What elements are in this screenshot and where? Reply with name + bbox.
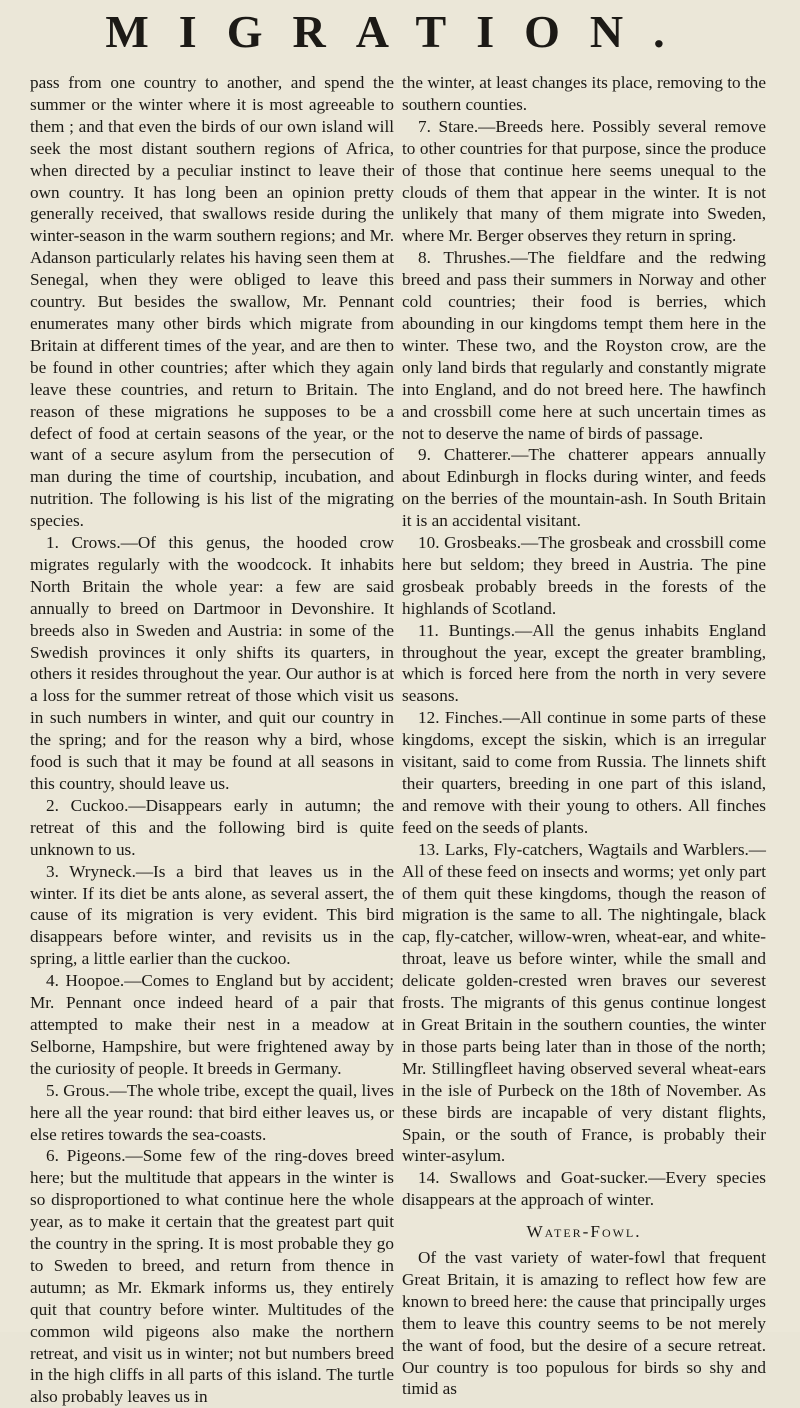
left-paragraph-crows: 1. Crows.—Of this genus, the hooded crow migrates regularly with the woodcock. It inhabits North Britain the whole year: a few are said annually to breed on Dartmoor in Devonshire. It breeds also in Sweden and Austria: in some of the Swedish provinces it only shifts its quarters, in others it resides throughout the year. Our author is at a loss for the summer retreat of those which visit us in such numbers in winter, and quit our country in the spring; and for the reason why a bird, whose food is such that it may be found at all seasons in this country, should leave us. xyxy=(30,533,394,793)
left-paragraph-cuckoo: 2. Cuckoo.—Disappears early in autumn; the retreat of this and the following bird is quite unknown to us. xyxy=(30,795,394,859)
right-paragraph-swallows: 14. Swallows and Goat-sucker.—Every species disappears at the approach of winter. xyxy=(402,1168,766,1210)
left-column xyxy=(30,72,394,1408)
right-paragraph-continued: the winter, at least changes its place, removing to the southern counties. xyxy=(402,73,766,114)
right-paragraph-grosbeaks: 10. Grosbeaks.—The grosbeak and crossbill come here but seldom; they breed in Austria. The pine grosbeak probably breeds in the forests of the highlands of Scotland. xyxy=(402,533,766,618)
left-paragraph-hoopoe: 4. Hoopoe.—Comes to England but by accident; Mr. Pennant once indeed heard of a pair that attempted to make their nest in a meadow at Selborne, Hampshire, but were frightened away by the curiosity of people. It breeds in Germany. xyxy=(30,971,394,1078)
right-paragraph-finches: 12. Finches.—All continue in some parts of these kingdoms, except the siskin, which is an irregular visitant, said to come from Russia. The linnets shift their quarters, breeding in one part of this island, and remove with their young to others. All finches feed on the seeds of plants. xyxy=(402,708,766,837)
right-paragraph-buntings: 11. Buntings.—All the genus inhabits England throughout the year, except the greater brambling, which is forced here from the north in very severe seasons. xyxy=(402,620,766,706)
right-paragraph-larks: 13. Larks, Fly-catchers, Wagtails and Warblers.—All of these feed on insects and worms; yet only part of them quit these kingdoms, though the reason of migration is the same to all. The nightingale, black cap, fly-catcher, willow-wren, wheat-ear, and white-throat, leave us before winter, while the small and delicate golden-crested wren braves our severest frosts. The migrants of this genus continue longest in Great Britain in the southern counties, the winter in those parts being later than in those of the north; Mr. Stillingfleet having observed several wheat-ears in the isle of Purbeck on the 18th of November. As these birds are incapable of very distant flights, Spain, or the south of France, is probably their winter-asylum. xyxy=(402,839,766,1166)
right-paragraph-chatterer: 9. Chatterer.—The chatterer appears annually about Edinburgh in flocks during winter, and feeds on the berries of the mountain-ash. In South Britain it is an accidental visitant. xyxy=(402,445,766,531)
water-fowl-paragraph: Of the vast variety of water-fowl that frequent Great Britain, it is amazing to reflect how few are known to breed here: the cause that principally urges them to leave this country seems to be not merely the want of food, but the desire of a secure retreat. Our country is too populous for birds so shy and timid as xyxy=(402,1248,766,1399)
left-paragraph-wryneck: 3. Wryneck.—Is a bird that leaves us in the winter. If its diet be ants alone, as several assert, the cause of its migration is very evident. This bird disappears before winter, and revisits us in the spring, a little earlier than the cuckoo. xyxy=(30,861,394,969)
right-paragraph-thrushes: 8. Thrushes.—The fieldfare and the redwing breed and pass their summers in Norway and other cold countries; their food is berries, which abounding in our kingdoms tempt them here in the winter. These two, and the Royston crow, are the only land birds that regularly and constantly migrate into England, and do not breed here. The hawfinch and crossbill come here at such uncertain times as not to deserve the name of birds of passage. xyxy=(402,248,766,443)
left-paragraph-pigeons: 6. Pigeons.—Some few of the ring-doves breed here; but the multitude that appears in the winter is so disproportioned to what continue here the whole year, as to make it certain that the greatest part quit the country in the spring. It is most probable they go to Sweden to breed, and return from thence in autumn; as Mr. Ekmark informs us, they entirely quit that country before winter. Multitudes of the common wild pigeons also make the northern retreat, and visit us in winter; not but numbers breed in the high cliffs in all parts of this island. The turtle also probably leaves us in xyxy=(30,1146,394,1407)
running-head: MIGRATION. xyxy=(105,6,695,57)
right-column xyxy=(402,72,766,1400)
left-paragraph-grous: 5. Grous.—The whole tribe, except the quail, lives here all the year round: that bird either leaves us, or else retires towards the sea-coasts. xyxy=(30,1080,394,1144)
right-paragraph-stare: 7. Stare.—Breeds here. Possibly several remove to other countries for that purpose, since the produce of those that continue here seems unequal to the clouds of them that appear in the winter. It is not unlikely that many of them migrate into Sweden, where Mr. Berger observes they return in spring. xyxy=(402,116,766,246)
water-fowl-heading: Water-Fowl. xyxy=(526,1222,642,1242)
left-paragraph-intro: pass from one country to another, and spend the summer or the winter where it is most agreeable to them ; and that even the birds of our own island will seek the most distant southern regions of Africa, when directed by a peculiar instinct to leave their own country. It has long been an opinion pretty generally received, that swallows reside during the winter-season in the warm southern regions; and Mr. Adanson particularly relates his having seen them at Senegal, when they were obliged to leave this country. But besides the swallow, Mr. Pennant enumerates many other birds which migrate from Britain at different times of the year, and are then to be found in other countries; after which they again leave these countries, and return to Britain. The reason of these migrations he supposes to be a defect of food at certain seasons of the year, or the want of a secure asylum from the persecution of man during the time of courtship, incubation, and nutrition. The following is his list of the migrating species. xyxy=(30,73,394,531)
